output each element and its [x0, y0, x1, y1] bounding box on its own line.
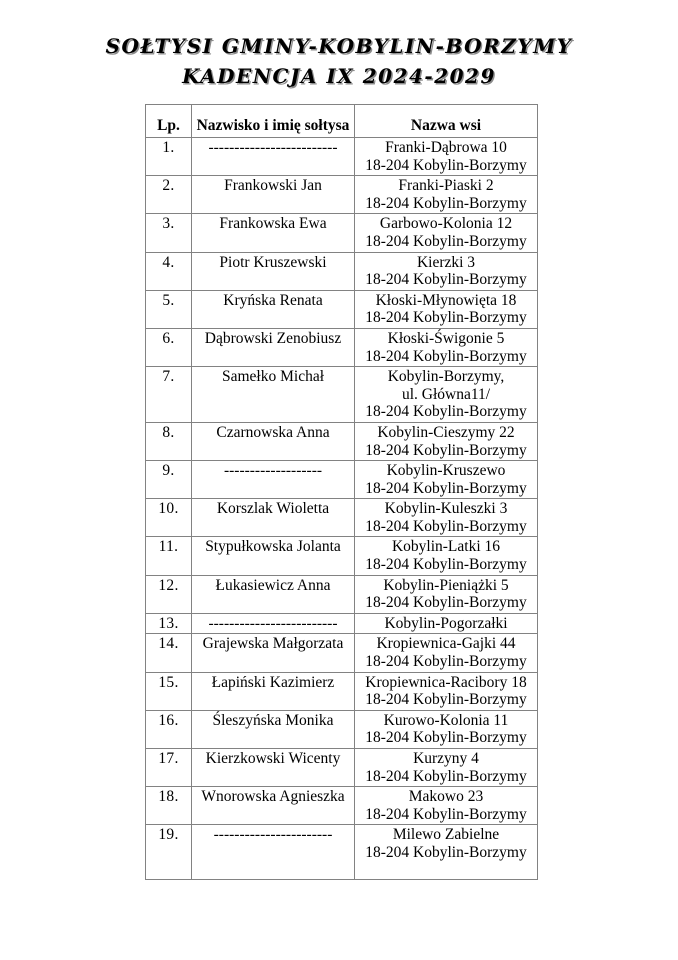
- soltys-name-cell: -------------------------: [192, 138, 355, 176]
- village-address-line: 18-204 Kobylin-Borzymy: [365, 441, 527, 459]
- row-number-cell: 9.: [146, 461, 192, 499]
- village-address-line: Franki-Dąbrowa 10: [385, 139, 507, 156]
- village-address-cell: [355, 461, 538, 499]
- village-address-line: 18-204 Kobylin-Borzymy: [365, 843, 527, 861]
- village-address-cell: [355, 367, 538, 423]
- village-address-cell: [355, 634, 538, 672]
- soltys-name-cell: Korszlak Wioletta: [192, 499, 355, 537]
- village-address-cell: [355, 422, 538, 460]
- village-address-line: Kłoski-Młynowięta 18: [375, 291, 517, 309]
- village-address-line: Kobylin-Kuleszki 3: [384, 500, 508, 518]
- village-address-cell: [355, 328, 538, 366]
- row-number-cell: 5.: [146, 290, 192, 328]
- page-title-line2: KADENCJA IX 2024-2029: [182, 64, 496, 88]
- table-row: [146, 825, 538, 879]
- row-number-cell: 3.: [146, 214, 192, 252]
- table-header-row: [146, 105, 538, 138]
- soltys-name-cell: Frankowski Jan: [192, 176, 355, 214]
- village-address-cell: [355, 537, 538, 575]
- village-address-cell: [355, 787, 538, 825]
- village-address-line: Makowo 23: [408, 788, 484, 806]
- soltys-name-cell: Śleszyńska Monika: [192, 710, 355, 748]
- row-number-cell: 16.: [146, 710, 192, 748]
- village-address-line: Kłoski-Świgonie 5: [387, 329, 505, 347]
- table-row: [146, 749, 538, 787]
- village-address-cell: [355, 252, 538, 290]
- soltys-name-cell: Stypułkowska Jolanta: [192, 537, 355, 575]
- village-address-cell: [355, 575, 538, 613]
- village-address-cell: [355, 290, 538, 328]
- village-address-line: 18-204 Kobylin-Borzymy: [365, 194, 527, 212]
- row-number-cell: 19.: [146, 825, 192, 879]
- table-row: [146, 575, 538, 613]
- village-address-cell: [355, 749, 538, 787]
- soltys-name-cell: Dąbrowski Zenobiusz: [192, 328, 355, 366]
- table-row: [146, 422, 538, 460]
- village-address-cell: [355, 138, 538, 176]
- village-address-line: 18-204 Kobylin-Borzymy: [365, 156, 527, 174]
- village-address-line: Kobylin-Latki 16: [391, 538, 501, 556]
- soltys-name-cell: Samełko Michał: [192, 367, 355, 423]
- table-row: [146, 499, 538, 537]
- village-address-line: Milewo Zabielne: [392, 826, 500, 844]
- row-number-cell: 18.: [146, 787, 192, 825]
- table-row: [146, 252, 538, 290]
- village-address-line: 18-204 Kobylin-Borzymy: [365, 232, 527, 250]
- table-row: [146, 214, 538, 252]
- village-address-line: 18-204 Kobylin-Borzymy: [365, 556, 527, 574]
- table-row: [146, 461, 538, 499]
- soltys-name-cell: Piotr Kruszewski: [192, 252, 355, 290]
- table-row: [146, 138, 538, 176]
- village-address-line: Kurowo-Kolonia 11: [383, 711, 509, 729]
- table-row: [146, 176, 538, 214]
- row-number-cell: 15.: [146, 672, 192, 710]
- village-address-line: ul. Główna11/: [401, 385, 491, 403]
- soltysi-table: [145, 104, 538, 880]
- village-address-line: Kobylin-Pogorzałki: [384, 614, 508, 632]
- row-number-cell: 17.: [146, 749, 192, 787]
- village-address-line: 18-204 Kobylin-Borzymy: [365, 479, 527, 497]
- soltys-name-cell: -------------------: [192, 461, 355, 499]
- soltys-name-cell: Wnorowska Agnieszka: [192, 787, 355, 825]
- village-address-cell: [355, 825, 538, 879]
- table-row: [146, 537, 538, 575]
- row-number-cell: 6.: [146, 328, 192, 366]
- village-address-cell: [355, 176, 538, 214]
- village-address-line: 18-204 Kobylin-Borzymy: [365, 271, 527, 289]
- row-number-cell: 11.: [146, 537, 192, 575]
- village-address-cell: [355, 710, 538, 748]
- soltys-name-cell: Frankowska Ewa: [192, 214, 355, 252]
- soltys-name-cell: Grajewska Małgorzata: [192, 634, 355, 672]
- header-soltys-name: Nazwisko i imię sołtysa: [192, 105, 355, 138]
- village-address-cell: [355, 613, 538, 634]
- row-number-cell: 4.: [146, 252, 192, 290]
- table-row: [146, 613, 538, 634]
- row-number-cell: 14.: [146, 634, 192, 672]
- village-address-line: Kobylin-Pieniążki 5: [383, 576, 509, 594]
- village-address-line: Kobylin-Kruszewo: [386, 462, 506, 480]
- row-number-cell: 12.: [146, 575, 192, 613]
- village-address-line: 18-204 Kobylin-Borzymy: [365, 347, 527, 365]
- page-title-line1: SOŁTYSI GMINY-KOBYLIN-BORZYMY: [105, 34, 573, 58]
- village-address-line: 18-204 Kobylin-Borzymy: [365, 729, 527, 747]
- village-address-cell: [355, 499, 538, 537]
- soltys-name-cell: -------------------------: [192, 613, 355, 634]
- row-number-cell: 10.: [146, 499, 192, 537]
- soltys-name-cell: -----------------------: [192, 825, 355, 879]
- header-lp: Lp.: [146, 105, 192, 138]
- table-row: [146, 367, 538, 423]
- row-number-cell: 8.: [146, 422, 192, 460]
- table-row: [146, 710, 538, 748]
- soltys-name-cell: Czarnowska Anna: [192, 422, 355, 460]
- village-address-cell: [355, 214, 538, 252]
- soltys-name-cell: Łapiński Kazimierz: [192, 672, 355, 710]
- village-address-line: Kierzki 3: [416, 253, 476, 271]
- village-address-cell: [355, 672, 538, 710]
- row-number-cell: 2.: [146, 176, 192, 214]
- soltys-name-cell: Kryńska Renata: [192, 290, 355, 328]
- row-number-cell: 1.: [146, 138, 192, 176]
- village-address-line: 18-204 Kobylin-Borzymy: [365, 653, 527, 671]
- village-address-line: 18-204 Kobylin-Borzymy: [365, 517, 527, 535]
- village-address-line: 18-204 Kobylin-Borzymy: [365, 805, 527, 823]
- page-title: [0, 0, 678, 91]
- village-address-line: Kobylin-Cieszymy 22: [377, 423, 515, 441]
- village-address-line: 18-204 Kobylin-Borzymy: [365, 767, 527, 785]
- soltys-name-cell: Łukasiewicz Anna: [192, 575, 355, 613]
- village-address-line: Kobylin-Borzymy,: [387, 368, 505, 386]
- village-address-line: Franki-Piaski 2: [398, 177, 494, 195]
- village-address-line: Garbowo-Kolonia 12: [379, 215, 513, 233]
- village-address-line: 18-204 Kobylin-Borzymy: [365, 309, 527, 327]
- header-village: Nazwa wsi: [355, 105, 538, 138]
- row-number-cell: 7.: [146, 367, 192, 423]
- table-row: [146, 290, 538, 328]
- soltys-name-cell: Kierzkowski Wicenty: [192, 749, 355, 787]
- table-row: [146, 672, 538, 710]
- village-address-line: Kropiewnica-Gajki 44: [376, 635, 516, 653]
- table-row: [146, 634, 538, 672]
- village-address-line: 18-204 Kobylin-Borzymy: [365, 403, 527, 421]
- village-address-line: Kropiewnica-Racibory 18: [365, 673, 527, 691]
- village-address-line: 18-204 Kobylin-Borzymy: [365, 691, 527, 709]
- table-row: [146, 787, 538, 825]
- village-address-line: 18-204 Kobylin-Borzymy: [365, 594, 527, 612]
- village-address-line: Kurzyny 4: [413, 750, 479, 767]
- row-number-cell: 13.: [146, 613, 192, 634]
- table-row: [146, 328, 538, 366]
